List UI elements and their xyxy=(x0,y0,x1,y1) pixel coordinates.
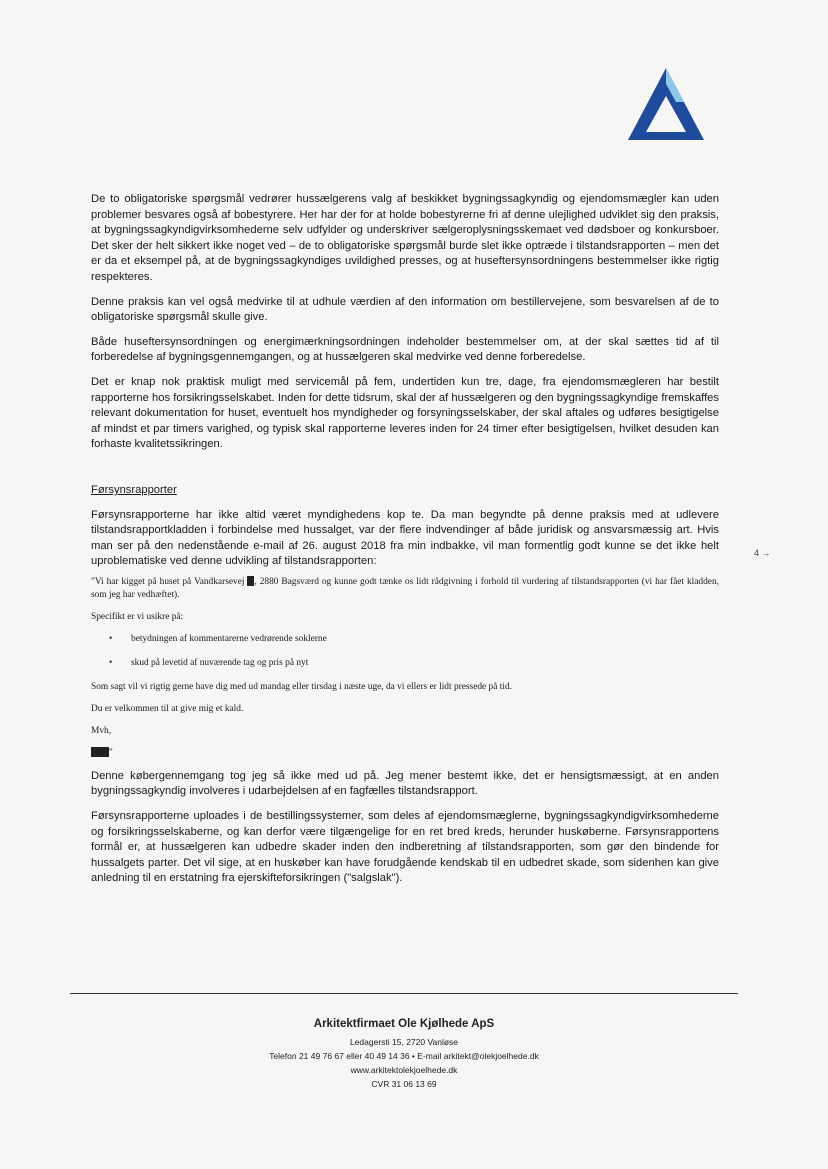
email-line: Som sagt vil vi rigtig gerne have dig med ud mandag eller tirsdag i næste uge, da vi ellers er lidt pressede på tid. xyxy=(91,681,512,692)
paragraph: De to obligatoriske spørgsmål vedrører hussælgerens valg af beskikket bygningssagkyndig og ejendomsmægler kan uden problemer besvares også af bobestyrere. Her har der for at holde bobestyrerne fri af denne ulejlighed udviklet sig den praksis, at bygningssagkyndigvirksomhederne selv udfylder og underskriver sælgeroplysningsskemaet ved dødsboer og konkursboer. Det sker der helt sikkert ikke noget ved – de to obligatoriske spørgsmål burde slet ikke optræde i tilstandsrapporten – men det er da et eksempel på, at de bygningssagkyndiges uvildighed presses, og at huseftersynsordningens bestemmelser ikke rigtig respekteres. xyxy=(91,193,719,283)
section-heading: Førsynsrapporter xyxy=(91,483,177,496)
company-name: Arkitektfirmaet Ole Kjølhede ApS xyxy=(313,1018,495,1030)
signature-mark: " xyxy=(109,747,113,758)
company-contact: Telefon 21 49 76 67 eller 40 49 14 36 • E-mail arkitekt@olekjoelhede.dk xyxy=(269,1051,539,1061)
company-cvr: CVR 31 06 13 69 xyxy=(371,1079,437,1089)
list-item: • betydningen af kommentarerne vedrørende soklerne xyxy=(131,633,719,646)
paragraph: Både huseftersynsordningen og energimærkningsordningen indeholder bestemmelser om, at der skal sættes tid af til forberedelse af bygningsgennemgangen, og at hussælgeren skal medvirke ved denne forberedelse. xyxy=(91,335,719,364)
email-signature xyxy=(91,747,719,760)
footer-divider xyxy=(70,993,738,994)
letterhead-footer xyxy=(70,1017,738,1091)
email-line: Specifikt er vi usikre på: xyxy=(91,611,184,622)
company-logo-icon xyxy=(626,66,706,142)
email-line xyxy=(91,576,719,602)
section-intro: Førsynsrapporterne har ikke altid været myndighedens kop te. Da man begyndte på denne praksis med at udlevere tilstandsrapportkladden i forbindelse med hussalget, var der flere indvendinger af både juridisk og ansvarsmæssig art. Hvis man ser på den nedenstående e-mail af 26. august 2018 fra min indbakke, vil man formentlig godt kunne se det ikke helt uproblematiske ved denne udvikling af tilstandsrapporten: xyxy=(91,508,719,568)
paragraph: Denne købergennemgang tog jeg så ikke med ud på. Jeg mener bestemt ikke, det er hensigtsmæssigt, at en anden bygningssagkyndig involveres i udarbejdelsen af en fagfælles tilstandsrapport. xyxy=(91,769,719,798)
company-website: www.arkitektolekjoelhede.dk xyxy=(350,1065,458,1075)
paragraph: Denne praksis kan vel også medvirke til at udhule værdien af den information om bestillervejene, som besvarelsen af de to obligatoriske spørgsmål skulle give. xyxy=(91,295,719,324)
paragraph: Førsynsrapporterne uploades i de bestillingssystemer, som deles af ejendomsmæglerne, bygningssagkyndigvirksomhederne og forsikringsselskaberne, og kan derfor være tilgængelige for en ret bred kreds, herunder huskøberne. Førsynsrapportens formål er, at hussælgeren kan udbedre skader inden den indberetning af tilstandsrapporten, som gør den bindende for hussalgets parter. Det vil sige, at en huskøber kan have forudgående kendskab til en udbedret skade, som sidenhen kan give anledning til en erstatning fra ejerskifteforsikringen ("salgslak"). xyxy=(91,810,719,885)
company-address: Ledagersti 15, 2720 Vanløse xyxy=(349,1037,459,1047)
email-line: Mvh, xyxy=(91,725,112,736)
email-line: Du er velkommen til at give mig et kald. xyxy=(91,703,244,714)
list-item: • skud på levetid af nuværende tag og pris på nyt xyxy=(131,657,719,670)
redaction-block xyxy=(91,747,109,757)
paragraph: Det er knap nok praktisk muligt med servicemål på fem, undertiden kun tre, dage, fra ejendomsmægleren har bestilt rapporterne hos forsikringsselskabet. Inden for dette tidsrum, skal der af hussælgeren og den bygningssagkyndige fremskaffes relevant dokumentation for huset, eventuelt hos myndigheder og forsyningsselskaber, der skal aftales og udføres besigtigelse af mindst et par timers varighed, og typisk skal rapporterne leveres inden for 24 timer efter besigtigelsen, hvilket desuden kan forhaste kvalitetssikringen. xyxy=(91,375,719,451)
email-bullet-list xyxy=(91,633,719,670)
letter-body xyxy=(91,192,719,896)
margin-note: 4 → xyxy=(754,548,771,558)
quoted-email xyxy=(91,576,719,760)
email-text: , 2880 Bagsværd og kunne godt tænke os lidt rådgivning i forhold til vurdering af tilstandsrapporten (vi har fået kladden, som jeg har vedhæftet). xyxy=(91,576,719,600)
email-text: "Vi har kigget på huset på Vandkarsevej xyxy=(91,576,248,587)
